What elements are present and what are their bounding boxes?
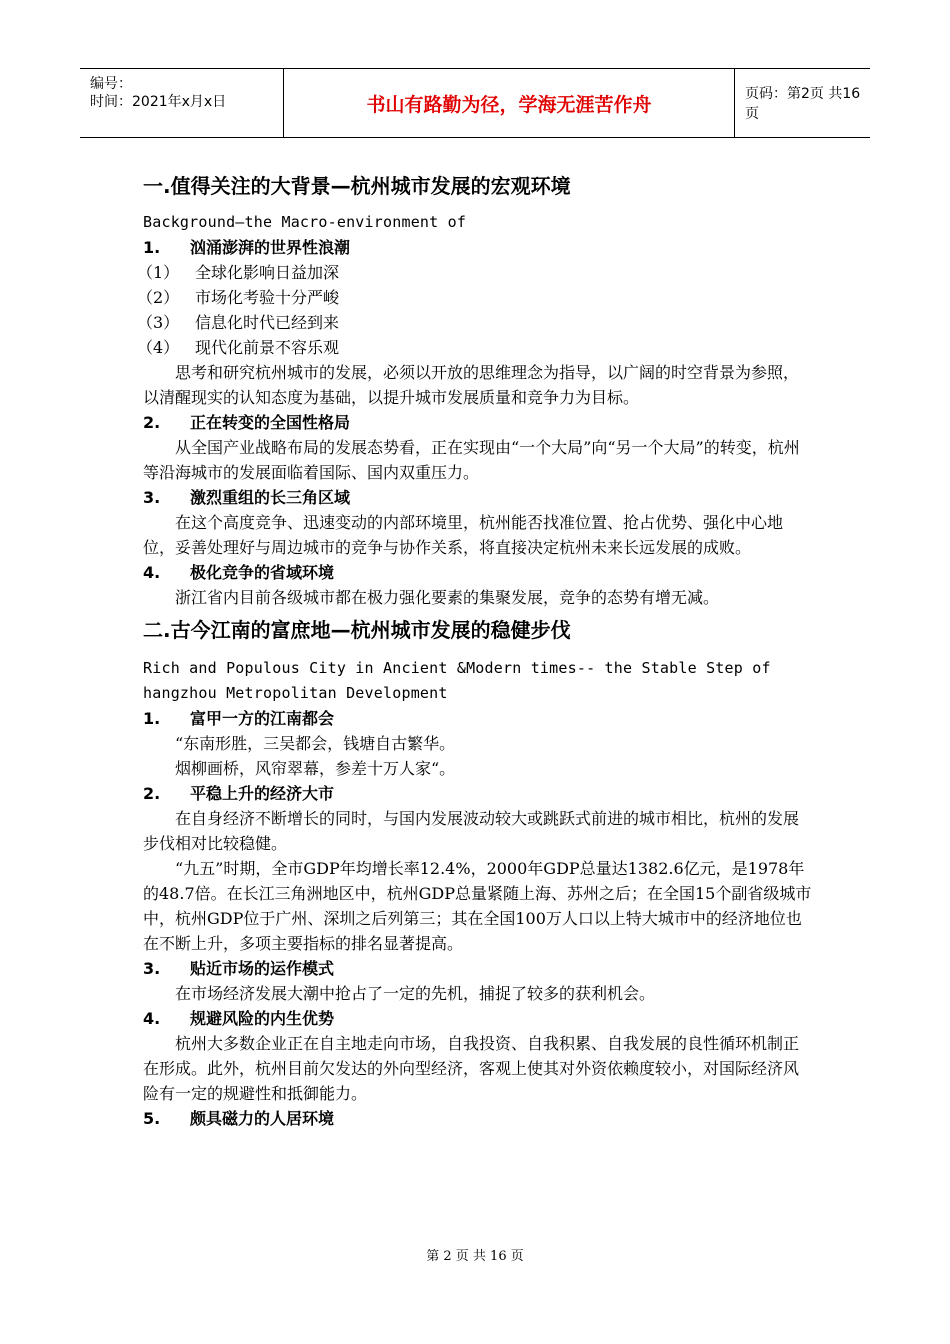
paragraph: 在自身经济不断增长的同时，与国内发展波动较大或跳跃式前进的城市相比，杭州的发展步伐相对比较稳健。 — [143, 809, 800, 853]
list-item: （1） 全球化影响日益加深 — [137, 263, 340, 282]
paragraph: “九五”时期，全市GDP年均增长率12.4%，2000年GDP总量达1382.6亿元，是1978年的48.7倍。在长江三角洲地区中，杭州GDP总量紧随上海、苏州之后；在全国15个副省级城市中，杭州GDP位于广州、深圳之后列第三；其在全国100万人口以上特大城市中的经济地位也在不断上升，多项主要指标的排名显著提高。 — [143, 859, 812, 953]
section-1-heading-4: 4. 极化竞争的省域环境 — [143, 563, 335, 582]
document-time-label: 时间：2021年x月x日 — [90, 94, 227, 110]
section-2-heading-1: 1. 富甲一方的江南都会 — [143, 709, 335, 728]
paragraph: “东南形胜，三吴都会，钱塘自古繁华。 — [175, 734, 456, 753]
section-2-heading-4: 4. 规避风险的内生优势 — [143, 1009, 335, 1028]
paragraph: 杭州大多数企业正在自主地走向市场，自我投资、自我积累、自我发展的良性循环机制正在形成。此外，杭州目前欠发达的外向型经济，客观上使其对外资依赖度较小，对国际经济风险有一定的规避性和抵御能力。 — [143, 1034, 800, 1103]
section-2-english-title: Rich and Populous City in Ancient &Modern times-- the Stable Step of hangzhou Metropolitan Development — [143, 659, 771, 702]
section-2-title: 二.古今江南的富庶地—杭州城市发展的稳健步伐 — [143, 618, 571, 642]
section-1-heading-2: 2. 正在转变的全国性格局 — [143, 413, 351, 432]
list-item: （2） 市场化考验十分严峻 — [137, 288, 340, 307]
page-footer: 第 2 页 共 16 页 — [426, 1249, 524, 1264]
section-2-heading-2: 2. 平稳上升的经济大市 — [143, 784, 335, 803]
list-item: （4） 现代化前景不容乐观 — [137, 338, 340, 357]
section-2-heading-3: 3. 贴近市场的运作模式 — [143, 959, 335, 978]
section-1-heading-1: 1. 汹涌澎湃的世界性浪潮 — [143, 238, 351, 257]
section-2-heading-5: 5. 颇具磁力的人居环境 — [143, 1109, 335, 1128]
header-motto: 书山有路勤为径，学海无涯苦作舟 — [283, 69, 735, 137]
paragraph: 浙江省内目前各级城市都在极力强化要素的集聚发展，竞争的态势有增无减。 — [175, 588, 720, 607]
paragraph: 思考和研究杭州城市的发展，必须以开放的思维理念为指导，以广阔的时空背景为参照，以清醒现实的认知态度为基础，以提升城市发展质量和竞争力为目标。 — [143, 363, 800, 407]
document-number-label: 编号： — [90, 76, 132, 92]
document-body — [137, 168, 813, 1131]
section-1-title: 一.值得关注的大背景—杭州城市发展的宏观环境 — [143, 174, 571, 198]
paragraph: 烟柳画桥，风帘翠幕，参差十万人家“。 — [175, 759, 456, 778]
section-1-heading-3: 3. 激烈重组的长三角区域 — [143, 488, 351, 507]
paragraph: 在这个高度竞争、迅速变动的内部环境里，杭州能否找准位置、抢占优势、强化中心地位，妥善处理好与周边城市的竞争与协作关系，将直接决定杭州未来长远发展的成败。 — [143, 513, 784, 557]
header-page-number: 页码：第2页 共16页 — [745, 86, 861, 122]
paragraph: 在市场经济发展大潮中抢占了一定的先机，捕捉了较多的获利机会。 — [175, 984, 656, 1003]
list-item: （3） 信息化时代已经到来 — [137, 313, 340, 332]
header-meta — [80, 69, 283, 137]
paragraph: 从全国产业战略布局的发展态势看，正在实现由“一个大局”向“另一个大局”的转变，杭州等沿海城市的发展面临着国际、国内双重压力。 — [143, 438, 800, 482]
page-header — [80, 68, 870, 138]
section-1-english-title: Background—the Macro-environment of — [143, 213, 467, 231]
